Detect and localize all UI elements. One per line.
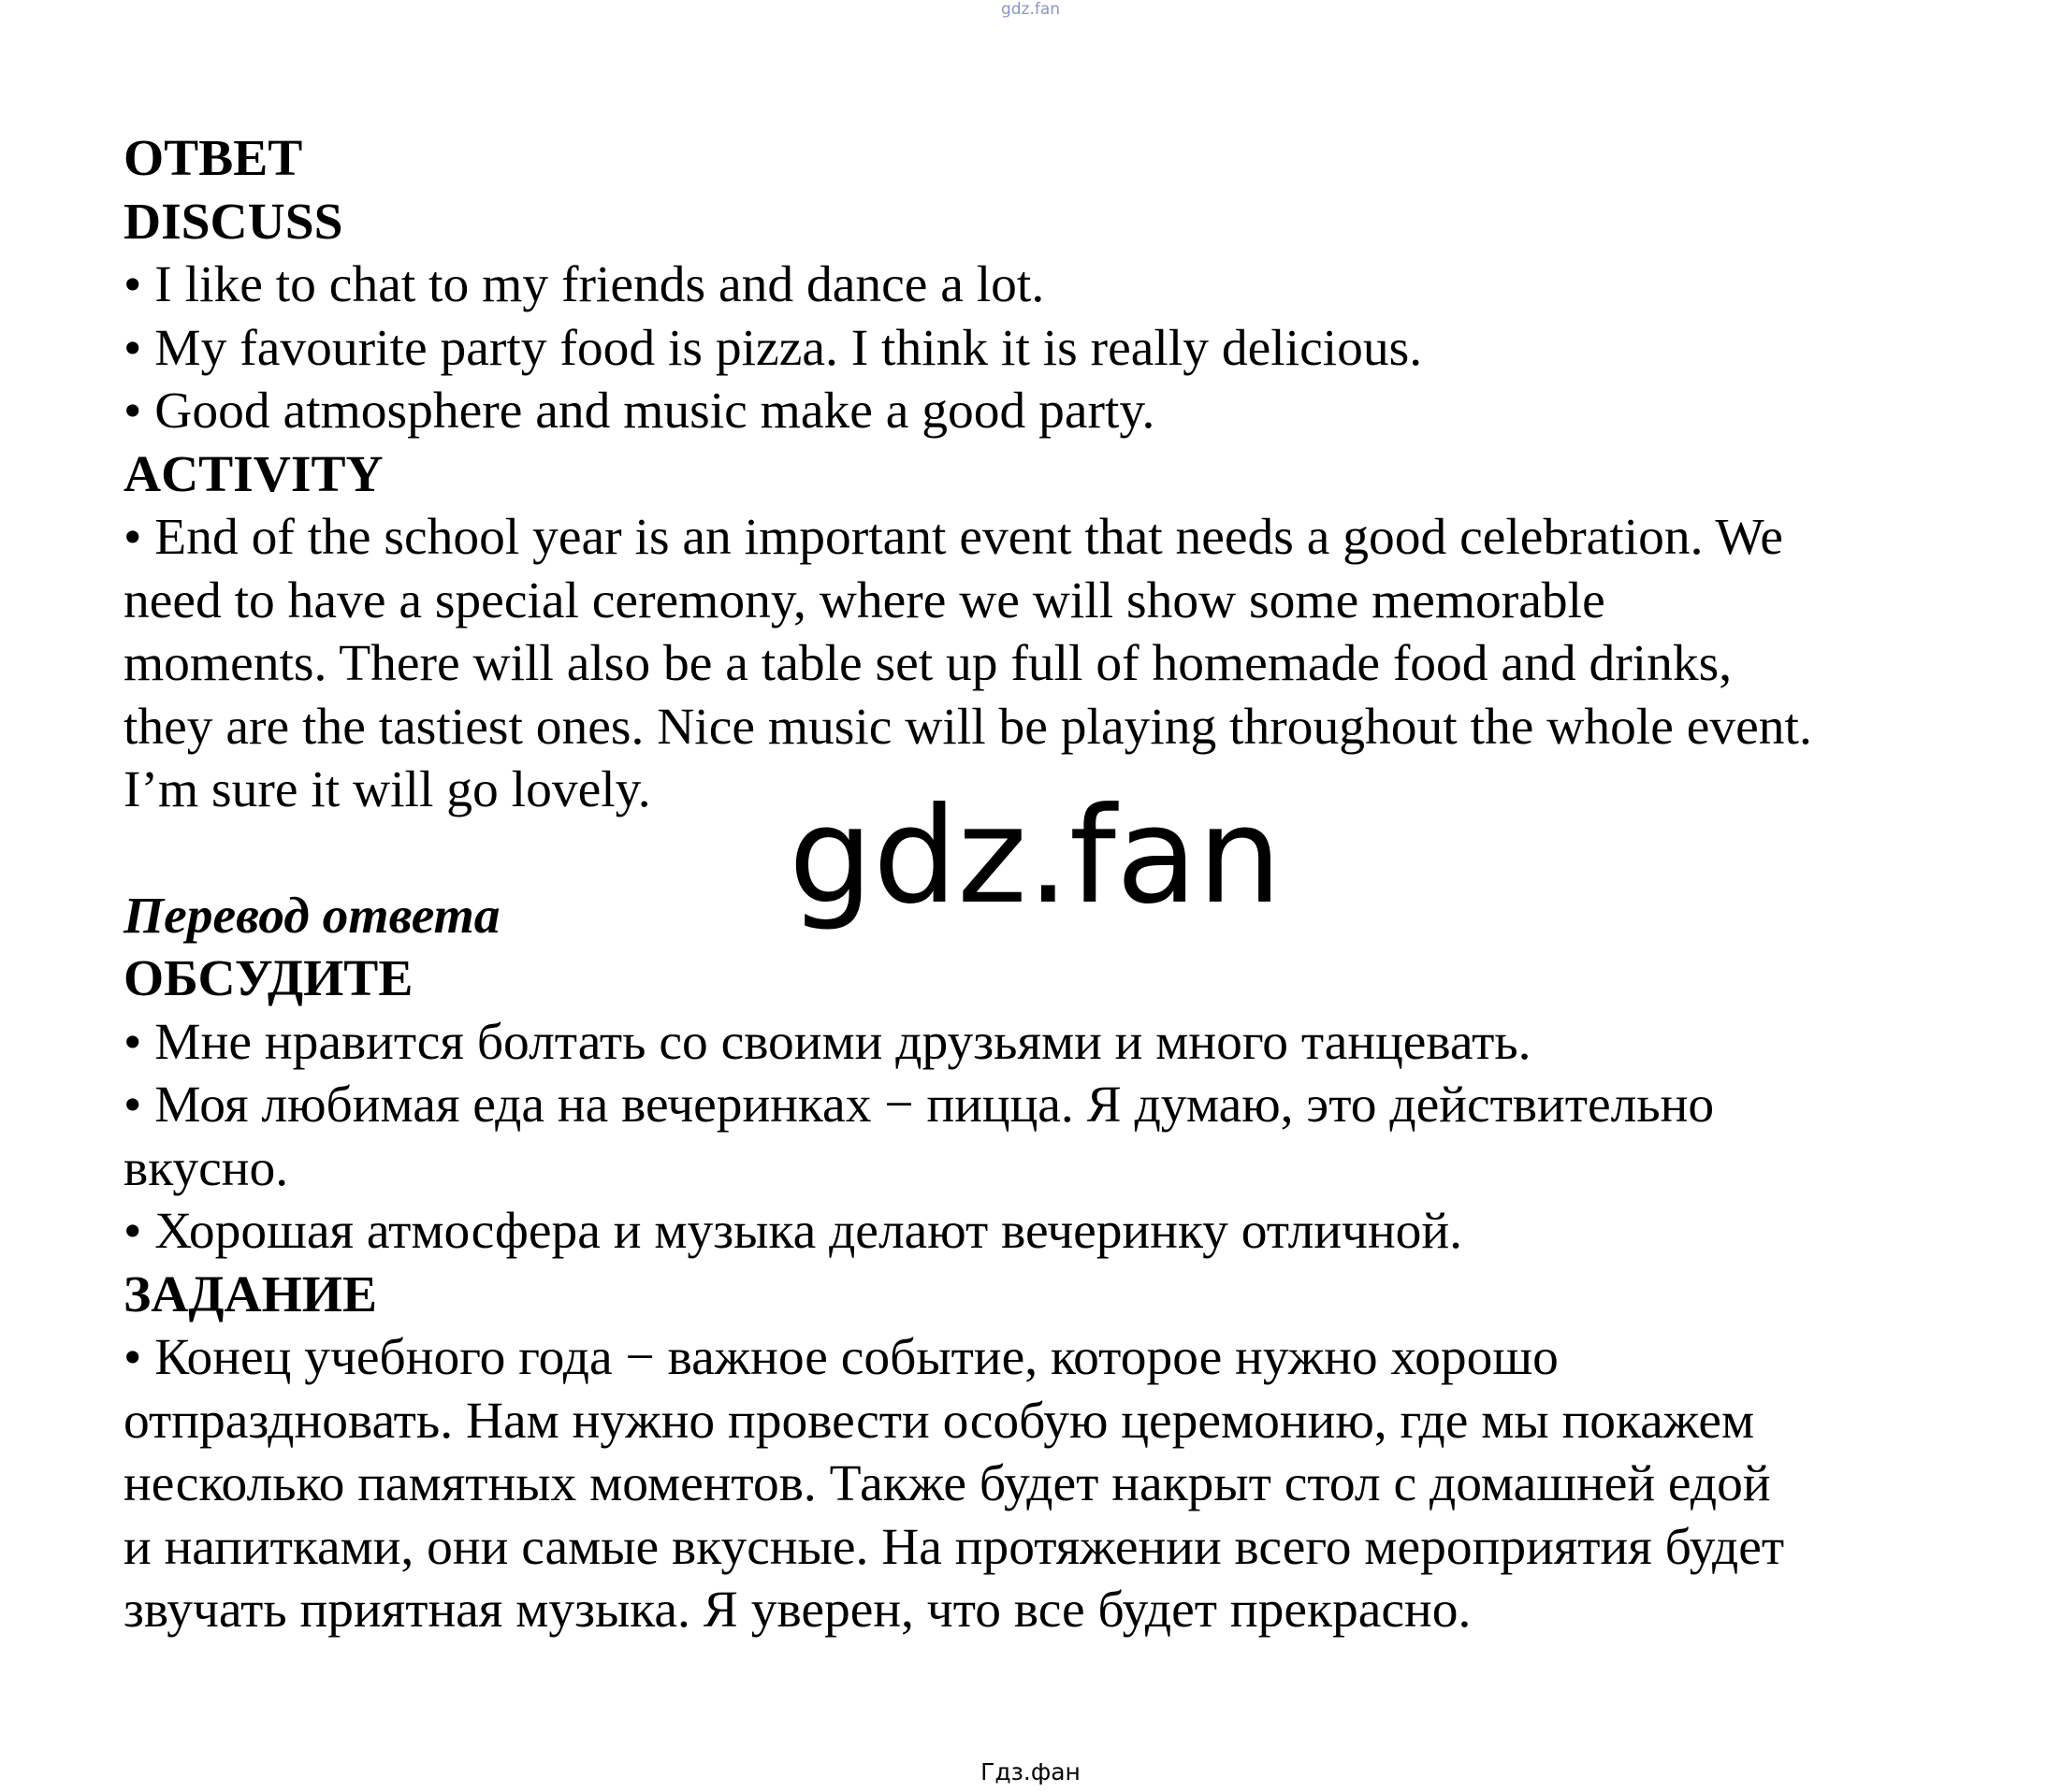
- translation-activity-line: звучать приятная музыка. Я уверен, что все будет прекрасно.: [123, 1582, 1472, 1639]
- activity-line: I’m sure it will go lovely.: [123, 761, 651, 818]
- activity-line: moments. There will also be a table set up full of homemade food and drinks,: [123, 635, 1733, 692]
- translation-activity-line: • Конец учебного года − важное событие, которое нужно хорошо: [123, 1329, 1559, 1386]
- discuss-item: • Good atmosphere and music make a good party.: [123, 383, 1155, 440]
- translation-discuss-line: • Мне нравится болтать со своими друзьями и много танцевать.: [123, 1013, 1531, 1071]
- activity-heading: ACTIVITY: [123, 445, 384, 503]
- translation-discuss-heading: ОБСУДИТЕ: [123, 950, 414, 1007]
- translation-discuss-line: • Моя любимая еда на вечеринках − пицца. Я думаю, это действительно: [123, 1077, 1715, 1134]
- activity-line: need to have a special ceremony, where we will show some memorable: [123, 571, 1605, 629]
- translation-activity-line: отпраздновать. Нам нужно провести особую церемонию, где мы покажем: [123, 1392, 1755, 1450]
- discuss-item: • My favourite party food is pizza. I think it is really delicious.: [123, 319, 1423, 377]
- translation-activity-line: несколько памятных моментов. Также будет накрыт стол с домашней едой: [123, 1455, 1771, 1512]
- top-watermark: gdz.fan: [1000, 0, 1061, 19]
- translation-activity-line: и напитками, они самые вкусные. На протяжении всего мероприятия будет: [123, 1518, 1785, 1576]
- translation-activity-heading: ЗАДАНИЕ: [123, 1265, 377, 1323]
- answer-title: ОТВЕТ: [123, 130, 303, 187]
- watermark: gdz.fan: [789, 779, 1282, 933]
- discuss-heading: DISCUSS: [123, 193, 343, 251]
- translation-discuss-line: вкусно.: [123, 1139, 289, 1197]
- translation-title: Перевод ответа: [123, 887, 501, 945]
- translation-discuss-line: • Хорошая атмосфера и музыка делают вечеринку отличной.: [123, 1203, 1462, 1260]
- activity-line: • End of the school year is an important event that needs a good celebration. We: [123, 509, 1783, 566]
- activity-line: they are the tastiest ones. Nice music will be playing throughout the whole event.: [123, 698, 1812, 756]
- footer-text: Гдз.фан: [980, 1758, 1081, 1785]
- discuss-item: • I like to chat to my friends and dance a lot.: [123, 256, 1045, 313]
